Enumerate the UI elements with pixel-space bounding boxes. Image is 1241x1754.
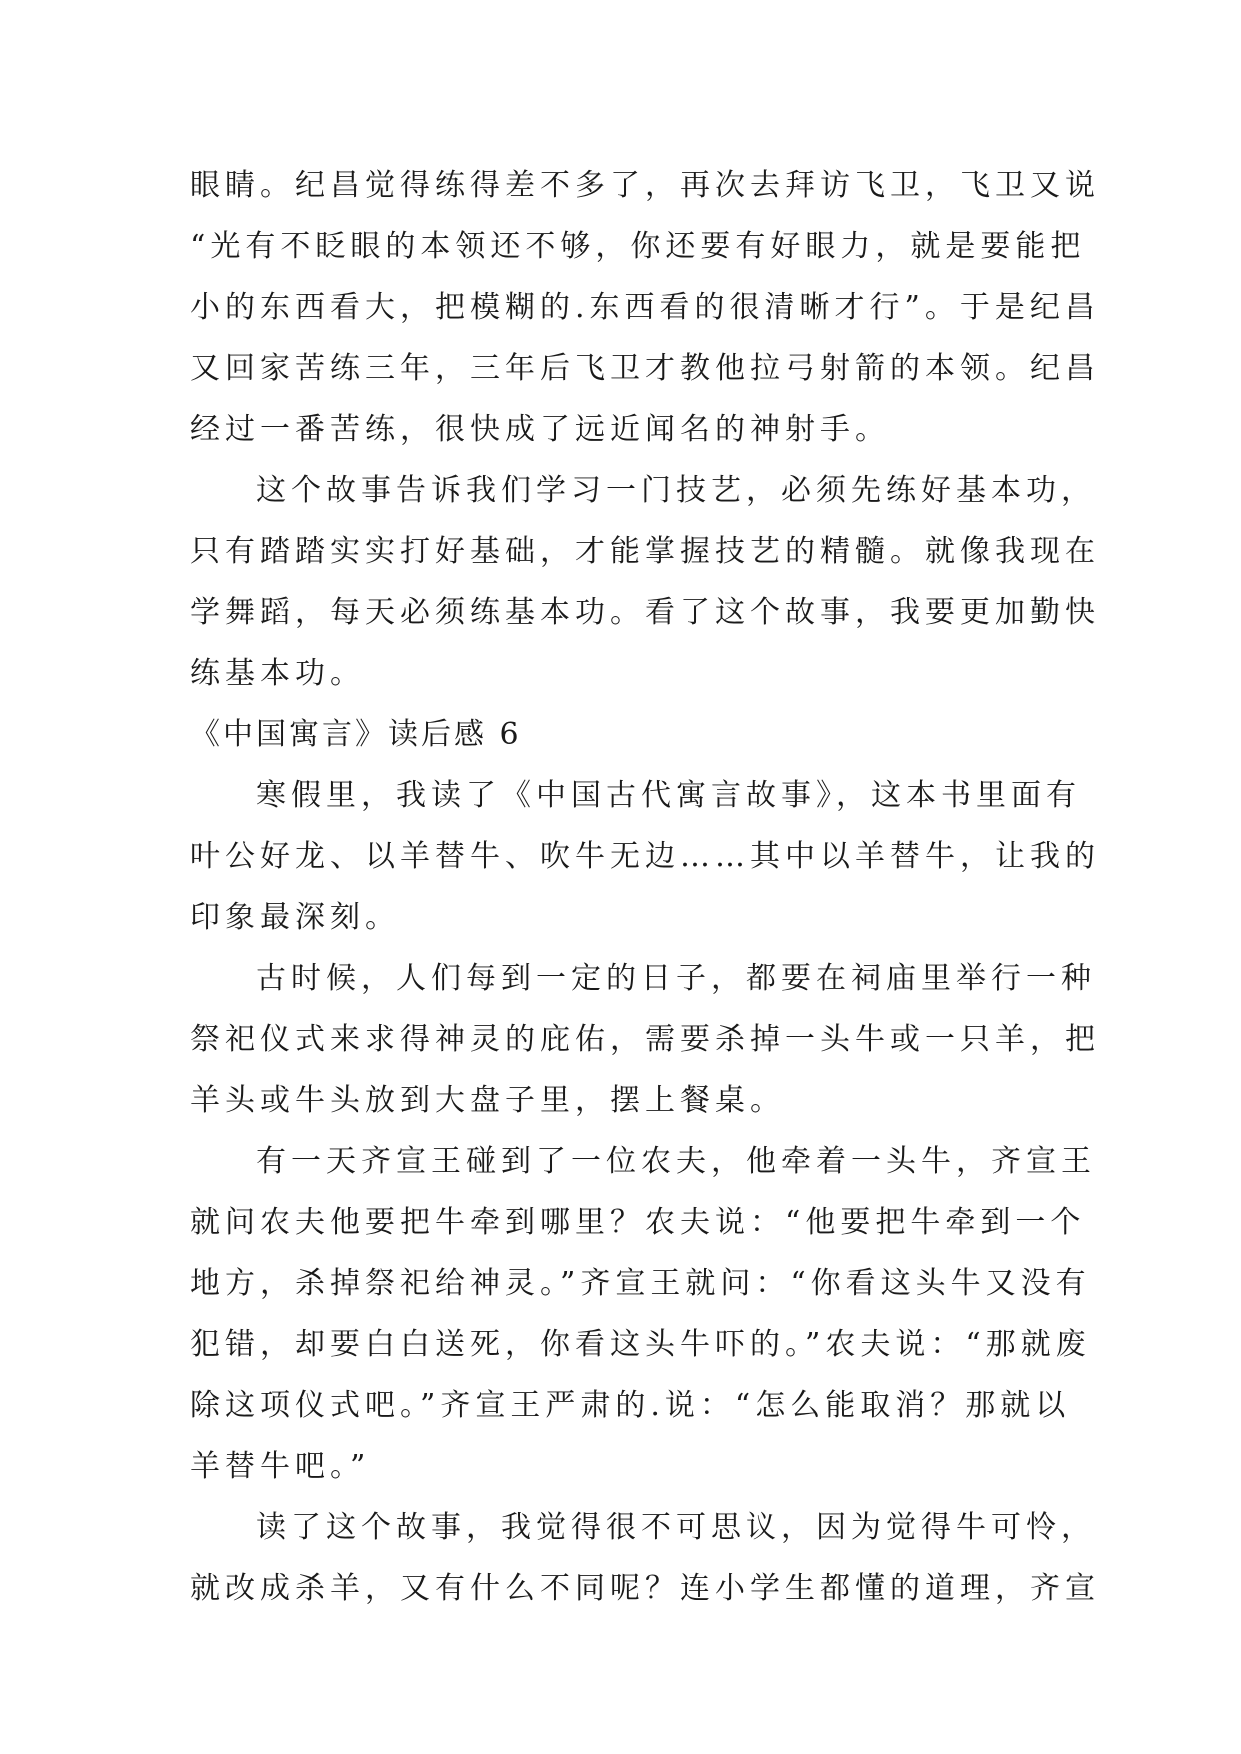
paragraph-first-line: 古时候，人们每到一定的日子，都要在祠庙里举行一种 <box>256 961 1096 996</box>
text-line: 眼睛。纪昌觉得练得差不多了，再次去拜访飞卫，飞卫又说 <box>190 168 1100 203</box>
text-line: “光有不眨眼的本领还不够，你还要有好眼力，就是要能把 <box>190 229 1086 264</box>
text-line: 地方，杀掉祭祀给神灵。”齐宣王就问：“你看这头牛又没有 <box>190 1266 1091 1301</box>
text-line: 犯错，却要白白送死，你看这头牛吓的。”农夫说：“那就废 <box>190 1327 1091 1362</box>
text-line: 练基本功。 <box>190 656 365 691</box>
document-page <box>190 155 1100 1619</box>
text-line: 除这项仪式吧。”齐宣王严肃的.说：“怎么能取消？那就以 <box>190 1388 1071 1423</box>
text-line: 小的东西看大，把模糊的.东西看的很清晰才行”。于是纪昌 <box>190 290 1100 325</box>
text-line: 只有踏踏实实打好基础，才能掌握技艺的精髓。就像我现在 <box>190 534 1100 569</box>
paragraph-first-line: 这个故事告诉我们学习一门技艺，必须先练好基本功， <box>256 473 1096 508</box>
section-heading: 《中国寓言》读后感 6 <box>190 717 522 752</box>
text-line: 羊头或牛头放到大盘子里，摆上餐桌。 <box>190 1083 785 1118</box>
text-line: 就改成杀羊，又有什么不同呢？连小学生都懂的道理，齐宣 <box>190 1571 1100 1606</box>
paragraph-first-line: 读了这个故事，我觉得很不可思议，因为觉得牛可怜， <box>256 1510 1096 1545</box>
text-line: 就问农夫他要把牛牵到哪里？农夫说：“他要把牛牵到一个 <box>190 1205 1086 1240</box>
text-line: 经过一番苦练，很快成了远近闻名的神射手。 <box>190 412 890 447</box>
text-line: 学舞蹈，每天必须练基本功。看了这个故事，我要更加勤快 <box>190 595 1100 630</box>
text-line: 又回家苦练三年，三年后飞卫才教他拉弓射箭的本领。纪昌 <box>190 351 1100 386</box>
text-line: 羊替牛吧。” <box>190 1449 371 1484</box>
text-line: 叶公好龙、以羊替牛、吹牛无边……其中以羊替牛，让我的 <box>190 839 1100 874</box>
paragraph-first-line: 寒假里，我读了《中国古代寓言故事》，这本书里面有 <box>256 778 1081 813</box>
text-line: 祭祀仪式来求得神灵的庇佑，需要杀掉一头牛或一只羊，把 <box>190 1022 1100 1057</box>
text-line: 印象最深刻。 <box>190 900 400 935</box>
paragraph-first-line: 有一天齐宣王碰到了一位农夫，他牵着一头牛，齐宣王 <box>256 1144 1096 1179</box>
